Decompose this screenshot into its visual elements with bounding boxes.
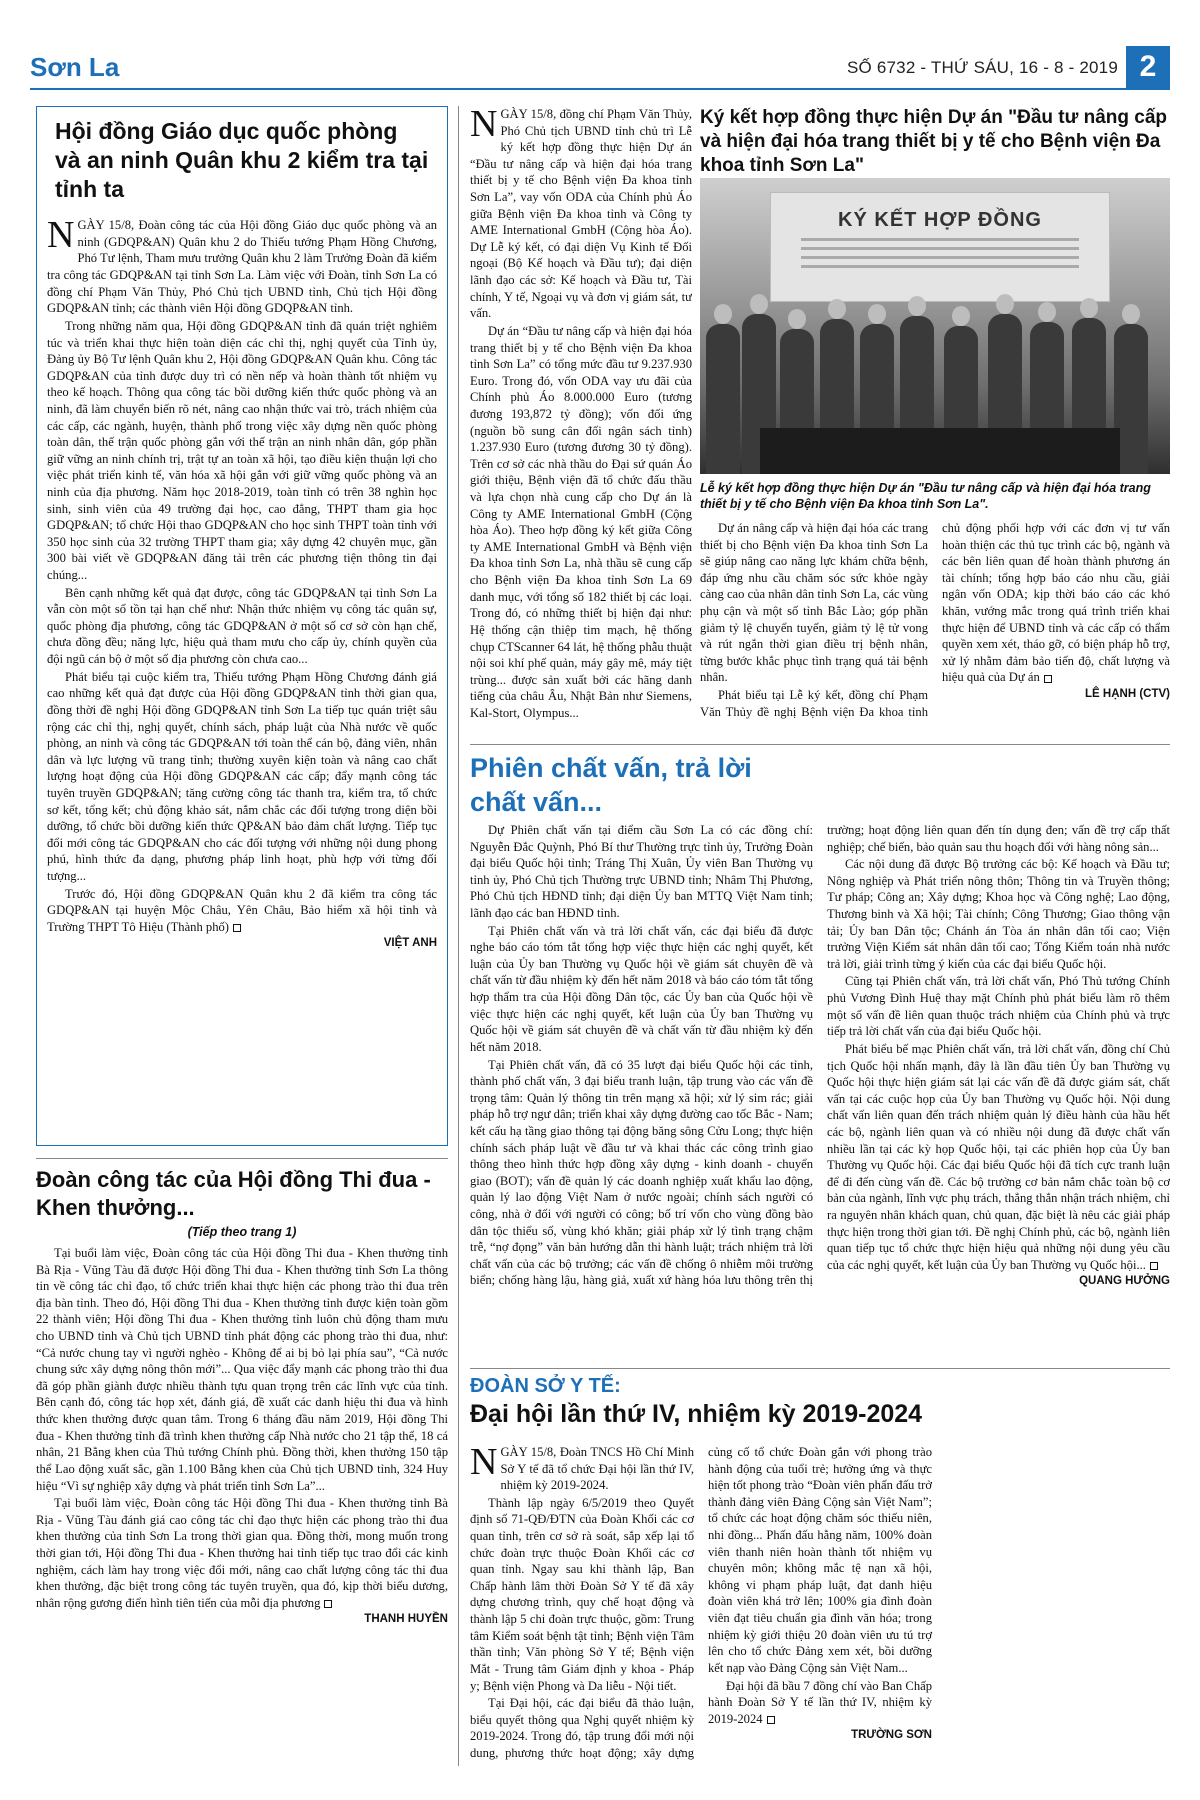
person-figure — [706, 324, 740, 474]
article-doan-so-y-te-byline: TRƯỜNG SƠN — [851, 1729, 932, 1742]
dropcap: N — [47, 214, 75, 257]
article-chat-van-para: Tại Phiên chất vấn và trả lời chất vấn, các đại biểu đã được nghe báo cáo tóm tắt tổng hợp việc thực hiện các nghị quyết, kết luận của Ủy ban Thường vụ Quốc hội về giám sát chuyên đề và chất vấn từ đầu nhiệm kỳ đến hết năm 2018 và báo cáo tóm tắt tổng hợp thẩm tra của Hội đồng Dân tộc, các Ủy ban của Quốc hội về việc thực hiện các nghị quyết, kết luận của Ủy ban Thường vụ Quốc hội về giám sát chuyên đề và chất vấn từ đầu nhiệm kỳ đến hết năm 2018. — [470, 923, 813, 1054]
article-thi-dua-title: Đoàn công tác của Hội đồng Thi đua - Khen thưởng... — [36, 1167, 431, 1220]
article-ky-ket-title-block — [700, 106, 1170, 176]
article-chat-van-para: Cũng tại Phiên chất vấn, trả lời chất vấn, Phó Thủ tướng Chính phủ Vương Đình Huệ thay mặt Chính phủ phát biểu làm rõ thêm một số vấn đề liên quan thuộc trách nhiệm của Chính phủ và trực tiếp trả lời chất vấn của đại biểu Quốc hội. — [827, 974, 1170, 1039]
article-ky-ket-continued — [700, 520, 1170, 736]
article-doan-so-y-te-para: Thành lập ngày 6/5/2019 theo Quyết định số 71-QĐ/ĐTN của Đoàn Khối các cơ quan tỉnh, trên cơ sở rà soát, sắp xếp lại tổ chức đoàn trực thuộc Đoàn Khối các cơ quan tỉnh. Ngay sau khi thành lập, Ban Chấp hành lâm thời Đoàn Sở Y tế đã xây dựng chương trình, quy chế hoạt động và thành lập 5 chi đoàn trực thuộc, gồm: Trung tâm Kiểm soát bệnh tật tỉnh; Bệnh viện Tâm thần tỉnh; Văn phòng Sở Y tế; Bệnh viện Mắt - Trung tâm Giám định y khoa - Pháp y; Bệnh viện Phong và Da liễu - Nội tiết. — [470, 1495, 694, 1693]
signing-table — [760, 428, 1120, 474]
end-mark — [1044, 675, 1052, 683]
article-doan-so-y-te-title-block — [470, 1374, 1170, 1440]
end-mark — [1150, 1262, 1158, 1270]
end-mark — [324, 1600, 332, 1608]
column-divider — [458, 106, 459, 1766]
article-gdqp-byline: VIỆT ANH — [383, 937, 437, 950]
article-gdqp-lead: NGÀY 15/8, Đoàn công tác của Hội đồng Giáo dục quốc phòng và an ninh (GDQP&AN) Quân khu 2 do Thiếu tướng Phạm Hồng Chương, Phó Tư lệnh, Tham mưu trưởng Quân khu 2 làm Trưởng Đoàn đã kiểm tra công tác GDQP&AN tại tỉnh Sơn La. Làm việc với Đoàn, tỉnh Sơn La có đồng chí Phạm Văn Thủy, Phó Chủ tịch UBND tỉnh, Chủ tịch Hội đồng GDQP&AN tỉnh; các thành viên Hội đồng GDQP&AN tỉnh. — [47, 214, 437, 316]
article-doan-so-y-te-lead: NGÀY 15/8, Đoàn TNCS Hồ Chí Minh Sở Y tế đã tổ chức Đại hội lần thứ IV, nhiệm kỳ 2019-2024. — [470, 1444, 694, 1493]
article-gdqp-para: Bên cạnh những kết quả đạt được, công tác GDQP&AN tại tỉnh Sơn La vẫn còn một số tồn tại hạn chế như: Nhận thức nhiệm vụ công tác quân sự, quốc phòng địa phương, công tác GDQP&AN ở một số cơ sở còn hạn chế, chưa đồng đều; năng lực, hiệu quả tham mưu cho cấp ủy, chính quyền của đội ngũ cán bộ ở một số địa phương còn chưa cao... — [47, 585, 437, 667]
article-chat-van-para: Các nội dung đã được Bộ trưởng các bộ: Kế hoạch và Đầu tư; Nông nghiệp và Phát triển nông thôn; Thông tin và Truyền thông; Tư pháp; Công an; Xây dựng; Khoa học và Công nghệ; Lao động, Thương binh và Xã hội; Tài chính; Công Thương; Giao thông vận tải; Ủy ban Dân tộc; Chánh án Tòa án nhân dân tối cao; Viện trưởng Viện Kiểm sát nhân dân tối cao; Tổng Kiểm toán nhà nước trả lời, giải trình từng ý kiến của các đại biểu Quốc hội. — [827, 857, 1170, 971]
article-ky-ket-para: Phát biểu tại Lễ ký kết, đồng chí Phạm Văn Thủy đề nghị Bệnh viện Đa khoa tỉnh chủ động phối hợp với các đơn vị tư vấn hoàn thiện các thủ tục trình các bộ, ngành và các bên liên quan để hoàn thành phương án tài chính; tổng hợp báo cáo nhu cầu, giải ngân vốn ODA; kịp thời báo cáo các khó khăn, vướng mắc trong quá trình triển khai thực hiện để UBND tỉnh và các cấp có thẩm quyền xem xét, tháo gỡ, có biện pháp hỗ trợ, xử lý nhằm đảm bảo tiến độ, chất lượng và hiệu quả của Dự án — [700, 521, 1170, 719]
article-chat-van-byline: QUANG HƯỞNG — [1079, 1275, 1170, 1288]
article-chat-van-para: Phát biểu bế mạc Phiên chất vấn, trả lời chất vấn, đồng chí Chủ tịch Quốc hội nhấn mạnh, đây là lần đầu tiên Ủy ban Thường vụ Quốc hội thực hiện giám sát lại các vấn đề đã được giám sát, chất vấn tại các cuộc họp của Ủy ban Thường vụ Quốc hội. Nội dung chất vấn liên quan đến trách nhiệm quản lý điều hành của hầu hết các bộ, ngành liên quan và có nhiều nội dung đã được chất vấn nhiều lần tại các kỳ họp Quốc hội, tại các phiên họp của Ủy ban Thường vụ Quốc hội. Các đại biểu Quốc hội đã tích cực tranh luận để đi đến cùng vấn đề. Các bộ trưởng cơ bản nắm chắc toàn bộ cơ bản của ngành, lĩnh vực phụ trách, thẳng thắn nhận trách nhiệm, chỉ ra nguyên nhân khách quan, chủ quan, đặc biệt là nêu các giải pháp thực hiện trong thời gian tới. Đề nghị Chính phủ, các bộ, ngành liên quan tiếp tục tổ chức thực hiện hiệu quả những nội dung yêu cầu của các nghị quyết, kết luận của Ủy ban Thường vụ Quốc hội... — [827, 1041, 1170, 1272]
divider — [470, 1368, 1170, 1369]
issue-info: SỐ 6732 - THỨ SÁU, 16 - 8 - 2019 — [846, 58, 1118, 77]
end-mark — [233, 924, 241, 932]
article-chat-van — [470, 822, 1170, 1362]
article-thi-dua — [36, 1166, 448, 1766]
article-gdqp — [36, 106, 448, 1146]
article-gdqp-para: Phát biểu tại cuộc kiểm tra, Thiếu tướng Phạm Hồng Chương đánh giá cao những kết quả đạt được của Hội đồng GDQP&AN tỉnh thời gian qua, đồng thời đề nghị Hội đồng GDQP&AN tỉnh Sơn La tiếp tục quán triệt sâu rộng các chỉ thị, nghị quyết, chính sách, pháp luật của Nhà nước về quốc phòng, an ninh và công tác GDQP&AN tới toàn thể cán bộ, đảng viên, nhân dân và lực lượng vũ trang tỉnh; thường xuyên kiện toàn và nâng cao chất lượng hoạt động của Hội đồng GDQP&AN các cấp; đẩy mạnh công tác tuyên truyền GDQP&AN; tăng cường công tác thanh tra, kiểm tra, tổ chức sơ kết, tổng kết; chủ động khảo sát, nắm chắc các đối tượng trong diện bồi dưỡng, tổ chức bồi dưỡng kiến thức QP&AN bảo đảm chất lượng. Tiếp tục đổi mới công tác GDQP&AN cho các đối tượng với những nội dung phong phú, hình thức đa dạng, phương pháp linh hoạt, phù hợp với từng đối tượng... — [47, 669, 437, 884]
article-doan-so-y-te-title: Đại hội lần thứ IV, nhiệm kỳ 2019-2024 — [470, 1400, 923, 1428]
article-chat-van-title: Phiên chất vấn, trả lời chất vấn... — [470, 753, 752, 817]
dropcap: N — [470, 106, 498, 145]
article-gdqp-title: Hội đồng Giáo dục quốc phòng và an ninh Quân khu 2 kiểm tra tại tỉnh ta — [55, 118, 429, 202]
photo-banner-text: KÝ KẾT HỢP ĐỒNG — [838, 209, 1042, 231]
article-doan-so-y-te-para: Đại hội đã bầu 7 đồng chí vào Ban Chấp hành Đoàn Sở Y tế lần thứ IV, nhiệm kỳ 2019-2024 — [708, 1678, 932, 1726]
article-chat-van-para: Dự Phiên chất vấn tại điểm cầu Sơn La có các đồng chí: Nguyễn Đắc Quỳnh, Phó Bí thư Thường trực tỉnh ủy, Trưởng Đoàn đại biểu Quốc hội tỉnh; Tráng Thị Xuân, Ủy viên Ban Thường vụ tỉnh ủy, Phó Chủ tịch Thường trực UBND tỉnh; Nhâm Thị Phương, Phó Chủ tịch HĐND tỉnh; đại diện Ủy ban MTTQ Việt Nam tỉnh; lãnh đạo các ban HĐND tỉnh. — [470, 823, 813, 921]
article-thi-dua-byline: THANH HUYỀN — [364, 1613, 448, 1626]
page-number: 2 — [1126, 46, 1170, 88]
dropcap: N — [470, 1444, 498, 1483]
article-ky-ket — [470, 106, 692, 736]
article-doan-so-y-te-kicker: ĐOÀN SỞ Y TẾ: — [470, 1375, 621, 1397]
divider — [470, 744, 1170, 745]
section-name: Sơn La — [30, 52, 120, 82]
photo-caption: Lễ ký kết hợp đồng thực hiện Dự án "Đầu tư nâng cấp và hiện đại hóa trang thiết bị y tế cho Bệnh viện Đa khoa tỉnh Sơn La". — [700, 481, 1151, 512]
photo-banner — [770, 192, 1110, 302]
article-doan-so-y-te — [470, 1444, 1170, 1770]
divider — [36, 1158, 448, 1159]
article-ky-ket-title: Ký kết hợp đồng thực hiện Dự án "Đầu tư nâng cấp và hiện đại hóa trang thiết bị y tế cho Bệnh viện Đa khoa tỉnh Sơn La" — [700, 107, 1168, 176]
article-ky-ket-byline: LÊ HẠNH (CTV) — [1085, 688, 1170, 701]
end-mark — [767, 1716, 775, 1724]
article-gdqp-para: Trong những năm qua, Hội đồng GDQP&AN tỉnh đã quán triệt nghiêm túc và triển khai thực hiện toàn diện các chỉ thị, nghị quyết của Tỉnh ủy, Đảng ủy Bộ Tư lệnh Quân khu 2, Hội đồng GDQP&AN Quân khu. Công tác GDQP&AN của tỉnh được duy trì có nền nếp và hoàn thành tốt nhiệm vụ theo kế hoạch. Thông qua công tác bồi dưỡng kiến thức quốc phòng và an ninh, đã làm chuyển biến rõ nét, nâng cao nhận thức vai trò, trách nhiệm của các cấp, các ngành, huyện, thành phố trong việc xây dựng nền quốc phòng toàn dân, thế trận quốc phòng gắn với thế trận an ninh nhân dân, góp phần giữ vững an ninh chính trị, trật tự an toàn xã hội, tạo điều kiện thuận lợi cho việc phát triển kinh tế, văn hóa xã hội gắn với giữ vững quốc phòng và an ninh của địa phương. Năm học 2018-2019, toàn tỉnh có trên 38 nghìn học sinh, sinh viên của 49 trường đại học, cao đẳng, THPT tham gia học GDQP&AN; tổ chức Hội thao GDQP&AN cho học sinh THPT toàn tỉnh với 350 học sinh của 32 trường THPT tham gia; xây dựng 42 chuyên mục, gần 300 bài viết về GDQP&AN đăng tải trên các phương tiện thông tin đại chúng... — [47, 318, 437, 583]
article-chat-van-para: Tại Phiên chất vấn, đã có 35 lượt đại biểu Quốc hội các tỉnh, thành phố chất vấn, 3 đại biểu tranh luận, tập trung vào các vấn đề trọng tâm: Quản lý thông tin trên mạng xã hội; xử lý sim rác; giải pháp hỗ trợ ngư dân; triển khai xây dựng đường cao tốc Bắc - Nam; kết cấu hạ tầng giao thông tại động băng sông Cửu Long; thực hiện chính sách pháp luật về đầu tư và khai thác các công trình giao thông theo hình thức hợp đồng xây dựng - kinh doanh - chuyển giao (BOT); vấn đề quản lý các doanh nghiệp xuất khẩu lao động, quản lý lao động Việt Nam ở nước ngoài; chính sách người có công, nhà ở đối với người có công; bố trí vốn cho vùng đồng bào dân tộc thiểu số, vùng khó khăn; giải pháp xử lý tình trạng chậm trễ, “nợ đọng” văn bản hướng dẫn thi hành luật; trách nhiệm trả lời chất vấn của các bộ trưởng; các vấn đề chống ô nhiễm môi trường biển; chống hàng lậu, hàng giả, xuất xứ hàng hóa lưu thông trên thị trường; hoạt động liên quan đến tín dụng đen; vấn đề trợ cấp thất nghiệp; chế biến, bảo quản sau thu hoạch đối với hàng nông sản... — [470, 823, 1170, 1288]
article-ky-ket-para: Dự án “Đầu tư nâng cấp và hiện đại hóa trang thiết bị y tế cho Bệnh viện Đa khoa tỉnh Sơn La” có tổng mức đầu tư 9.237.930 Euro. Trong đó, vốn ODA vay ưu đãi của Chính phủ Áo 8.000.000 Euro (tương đương 193,872 tỷ đồng); vốn đối ứng (nguồn bồ sung cân đối ngân sách tỉnh) 1.237.930 Euro (tương đương 30 tỷ đồng). Trên cơ sở các nhà thầu do Đại sứ quán Áo giới thiệu, Bệnh viện đã tổ chức đấu thầu và lựa chọn nhà cung cấp cho Dự án là Công ty AME International GmbH (Cộng hòa Áo). Theo hợp đồng ký kết giữa Công ty AME International GmbH và Bệnh viện Đa khoa tỉnh Sơn La, nhà thầu sẽ cung cấp cho Bệnh viện Đa khoa tỉnh Sơn La 69 danh mục, với tổng số 182 thiết bị các loại. Trong đó, có những thiết bị hiện đại như: Hệ thống cận thiệp tim mạch, hệ thống chụp CTScanner 64 lát, hệ thống phẫu thuật nội soi khí phế quản, máy gây mê, máy tiệt trùng... được sản xuất bởi các hãng danh tiếng của châu Âu, Nhật Bản như Siemens, Kal-Stort, Olympus... — [470, 323, 692, 720]
article-doan-so-y-te-para: Tại Đại hội, các đại biểu đã thảo luận, biểu quyết thông qua Nghị quyết nhiệm kỳ 2019-2024. Trong đó, tập trung đổi mới nội dung, phương thức hoạt động; xây dựng củng cố tổ chức Đoàn gắn với phong trào hành động của tuổi trẻ; hưởng ứng và thực hiện tốt phong trào “Đoàn viên phấn đấu trở thành đảng viên Đảng Cộng sản Việt Nam”; tổ chức các hoạt động chăm sóc thiếu niên, nhi đồng... Phấn đấu hằng năm, 100% đoàn viên thanh niên hoàn thành tốt nhiệm vụ chuyên môn; không mắc tệ nạn xã hội, không vi phạm pháp luật, đạt danh hiệu đoàn viên khá trở lên; 100% gia đình đoàn viên đạt tiêu chuẩn gia đình văn hóa; trong nhiệm kỳ giới thiệu 20 đoàn viên ưu tú trợ lên cho tổ chức Đảng xem xét, bồi dưỡng kết nạp vào Đảng Cộng sản Việt Nam... — [470, 1445, 932, 1760]
signing-ceremony-photo — [700, 178, 1170, 474]
article-thi-dua-para: Tại buổi làm việc, Đoàn công tác Hội đồng Thi đua - Khen thưởng tỉnh Bà Rịa - Vũng Tàu đánh giá cao công tác chỉ đạo thực hiện các phong trào thi đua khen thưởng của tỉnh Sơn La trong thời gian qua. Đồng thời, mong muốn trong thời gian tới, Hội đồng Thi đua - Khen thưởng hai tỉnh tiếp tục trao đổi các kinh nghiệm, cách làm hay trong việc đổi mới, nâng cao chất lượng công tác thi đua khen thưởng, đặc biệt trong công tác tuyên truyền, qua đó, kịp thời biểu dương, nhân rộng gương điển hình tiên tiến của mỗi địa phương — [36, 1496, 448, 1610]
masthead — [30, 50, 1170, 90]
article-thi-dua-para: Tại buổi làm việc, Đoàn công tác của Hội đồng Thi đua - Khen thưởng tỉnh Bà Rịa - Vũng Tàu đã được Hội đồng Thi đua - Khen thưởng tỉnh Sơn La thông tin về công tác chỉ đạo, tổ chức triển khai thực hiện các phong trào thi đua trên địa bàn tỉnh. Theo đó, Hội đồng Thi đua - Khen thưởng tỉnh được kiện toàn gồm 22 thành viên; Hội đồng Thi đua - Khen thưởng tỉnh luôn chủ động tham mưu cho UBND tỉnh và Chủ tịch UBND tỉnh phát động các phong trào thi đua, như: “Cả nước chung tay vì người nghèo - Không để ai bị bỏ lại phía sau”, “Cả nước chung sức xây dựng nông thôn mới”... Qua việc đẩy mạnh các phong trào thi đua đã góp phần giành được nhiều thành tựu quan trọng trên các lĩnh vực của tỉnh. Bên cạnh đó, công tác họp xét, đánh giá, đề xuất các danh hiệu thi đua và hình thức khen thưởng được quan tâm. Trong 6 tháng đầu năm 2019, Hội đồng Thi đua - Khen thưởng tỉnh đã trình khen thưởng cấp Nhà nước cho 21 tập thể, 18 cá nhân, 21 Bằng khen của Thủ tướng Chính phủ. Đồng thời, khen thưởng 150 tập thể Lao động xuất sắc, gần 1.100 Bằng khen của Chủ tịch UBND tỉnh, 324 Huy hiệu “Vì sự nghiệp xây dựng và phát triển tỉnh Sơn La”... — [36, 1246, 448, 1493]
article-ky-ket-para: Dự án nâng cấp và hiện đại hóa các trang thiết bị cho Bệnh viện Đa khoa tỉnh Sơn La sẽ giúp nâng cao năng lực khám chữa bệnh, đáp ứng nhu cầu chăm sóc sức khỏe ngày càng cao của nhân dân tỉnh Sơn La, các vùng phụ cận và một số tỉnh Bắc Lào; góp phần giảm tỷ lệ chuyển tuyến, giảm tỷ lệ tử vong và rút ngắn thời gian điều trị bệnh nhân, từng bước khắc phục tình trạng quá tải bệnh nhân. — [700, 521, 928, 685]
continued-note: (Tiếp theo trang 1) — [187, 1225, 297, 1239]
article-gdqp-para: Trước đó, Hội đồng GDQP&AN Quân khu 2 đã kiểm tra công tác GDQP&AN tại huyện Mộc Châu, Yên Châu, Bảo hiểm xã hội tỉnh và Trường THPT Tô Hiệu (Thành phố) — [47, 886, 437, 934]
article-chat-van-title-block — [470, 752, 800, 822]
article-ky-ket-lead: NGÀY 15/8, đồng chí Phạm Văn Thủy, Phó Chủ tịch UBND tỉnh chủ trì Lễ ký kết hợp đồng thực hiện Dự án “Đầu tư nâng cấp và hiện đại hóa trang thiết bị y tế cho Bệnh viện Đa khoa tỉnh Sơn La”, vay vốn ODA của Chính phủ Áo giữa Bệnh viện Đa khoa tỉnh và Công ty AME International GmbH (Cộng hòa Áo). Dự Lễ ký kết, có đại diện Vụ Kinh tế Đối ngoại (Bộ Kế hoạch và Đầu tư); đại diện lãnh đạo các sở: Kế hoạch và Đầu tư, Tài chính, Y tế, Ngoại vụ và đơn vị giám sát, tư vấn. — [470, 106, 692, 321]
